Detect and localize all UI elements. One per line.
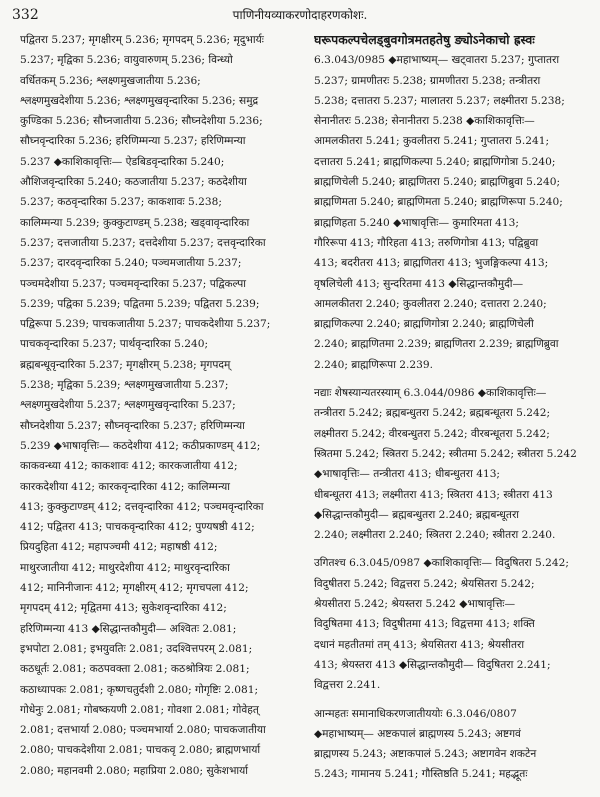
text-line: ◆भाषावृत्तिः— तन्त्रीतरा 413; धीबन्धुतरा 413; xyxy=(314,468,501,481)
text-line: उगितश्च 6.3.045/0987 ◆काशिकावृत्तिः— विदुषितरा 5.242; xyxy=(314,557,569,570)
text-line: सेनानीतरः 5.238; सेनानीतरा 5.238 ◆काशिकावृत्तिः— xyxy=(314,115,535,128)
text-line: 413; कुक्कुटाण्डम् 412; दत्तवृन्दारिका 412; पञ्चमवृन्दारिका xyxy=(20,500,264,513)
sutra-heading: घरूपकल्पचेलड्बुवगोत्रमतहतेषु ङ्योऽनेकाचो ह्रस्वः xyxy=(314,32,535,47)
text-line: 2.080; महानवमी 2.080; महाप्रिया 2.080; सुकेशभार्या xyxy=(20,764,249,777)
text-line: 5.237; मृद्विका 5.236; वायुवारुणम् 5.236; विन्ध्यो xyxy=(20,54,233,67)
text-line: 5.237; दारदवृन्दारिका 5.240; पञ्चमजातीया 5.237; xyxy=(20,257,242,270)
text-line: 2.240; लक्ष्मीतरा 2.240; स्त्रितरा 2.240; स्त्रीतरा 2.240. xyxy=(314,529,556,542)
text-line: सौघ्नवृन्दारिका 5.236; हरिणिम्मन्या 5.237; हरिणिम्मन्या xyxy=(20,135,246,148)
text-line: 2.080; पाचकदेशीया 2.081; पाचकवृ 2.080; ब्राह्मणभार्या xyxy=(20,744,261,757)
text-line: लक्ष्मीतरा 5.242; वीरबन्धुतरा 5.242; वीरबन्धूतरा 5.242; xyxy=(314,427,550,440)
text-line: सौघ्नदेशीया 5.237; सौघ्नवृन्दारिका 5.237; हरिणिम्मन्या xyxy=(20,419,245,432)
text-line: 412; पद्वितरा 413; पाचकवृन्दारिका 412; पुण्यषष्ठी 412; xyxy=(20,521,255,534)
text-line: 6.3.043/0985 ◆महाभाष्यम्— खट्वातरा 5.237; गुप्तातरा xyxy=(314,54,560,67)
text-line: 5.237; कठवृन्दारिका 5.237; काकशावः 5.238; xyxy=(20,196,222,209)
text-line: आमलकीतरा 2.240; कुवलीतरा 2.240; दत्तातरा 2.240; xyxy=(314,297,547,310)
text-line: पद्वितरा 5.237; मृगक्षीरम् 5.236; मृगपदम् 5.236; मृदुभार्यः xyxy=(20,34,264,46)
text-line: 2.081; दत्तभार्या 2.080; पञ्चमभार्या 2.080; पाचकजातीया xyxy=(20,724,266,737)
left-column xyxy=(20,30,300,786)
sutra-entry-block xyxy=(314,383,590,545)
text-line: कठाध्यापकः 2.081; कृष्णचतुर्दशी 2.080; गोगृष्टिः 2.081; xyxy=(20,683,259,696)
text-line: पञ्चमदेशीया 5.237; पञ्चमवृन्दारिका 5.237; पद्विकल्पा xyxy=(20,277,246,290)
text-line: गौरिरूपा 413; गौरिहता 413; तरुणिगोत्रा 413; पद्विब्रुवा xyxy=(314,236,539,249)
text-line: प्रियदुहिता 412; महापञ्चमी 412; महाषष्ठी 412; xyxy=(20,541,218,554)
text-line: 5.243; गामानय 5.241; गौस्तिष्ठति 5.241; महद्भूतः xyxy=(314,768,528,781)
text-line: कारकदेशीया 412; कारकवृन्दारिका 412; कालिम्मन्या xyxy=(20,480,231,493)
page-header xyxy=(12,6,588,23)
text-line: 5.237; दत्तजातीया 5.237; दत्तदेशीया 5.237; दत्तवृन्दारिका xyxy=(20,236,266,249)
text-line: विदुषितमा 413; विदुषीतमा 413; विद्वत्तमा 413; शक्ति xyxy=(314,618,535,631)
text-line: कुण्डिका 5.236; सौघ्नजातीया 5.236; सौघ्नदेशीया 5.236; xyxy=(20,115,263,128)
text-line: 413; बदरीतरा 413; ब्राह्मणितरा 413; भुजङ्गिकल्पा 413; xyxy=(314,257,549,270)
text-line: इभपोटा 2.081; इभयुवतिः 2.081; उदश्वित्तपरम् 2.081; xyxy=(20,642,253,655)
text-line: वृषलिचेली 413; सुन्दरितमा 413 ◆सिद्धान्तकौमुदी— xyxy=(314,277,524,290)
text-line: दत्तातरा 5.241; ब्राह्मणिकल्पा 5.240; ब्राह्मणिगोत्रा 5.240; xyxy=(314,155,556,168)
spacer xyxy=(314,696,590,704)
text-line: गोधेनुः 2.081; गोबष्कयणी 2.081; गोवशा 2.081; गोवेहत् xyxy=(20,703,259,716)
text-line: 5.239; पद्विका 5.239; पद्वितमा 5.239; पद्वितरा 5.239; xyxy=(20,297,260,310)
text-line: 5.238; मृद्विका 5.239; श्लक्ष्णमुखजातीया 5.237; xyxy=(20,379,229,392)
right-column xyxy=(314,30,590,786)
text-line: 5.239 ◆भाषावृत्तिः— कठदेशीया 412; कठीप्रकाण्डम् 412; xyxy=(20,439,261,452)
text-line: 413; श्रेयस्तरा 413 ◆सिद्धान्तकौमुदी— विदुषितरा 2.241; xyxy=(314,658,551,671)
sutra-entry-block xyxy=(314,704,590,785)
text-line: धीबन्धूतरा 413; लक्ष्मीतरा 413; स्त्रितरा 413; स्त्रीतरा 413 xyxy=(314,488,553,501)
left-entry-block xyxy=(20,30,300,781)
text-line: ब्राह्मणिचेली 5.240; ब्राह्मणितरा 5.240; ब्राह्मणिब्रुवा 5.240; xyxy=(314,176,561,189)
text-line: श्लक्ष्णमुखदेशीया 5.236; श्लक्ष्णमुखवृन्दारिका 5.236; समुद्र xyxy=(20,94,259,107)
text-line: काकवन्ध्या 412; काकशावः 412; कारकजातीया 412; xyxy=(20,460,238,473)
text-line: ◆सिद्धान्तकौमुदी— ब्रह्मबन्धुतरा 2.240; ब्रह्मबन्धूतरा xyxy=(314,508,520,521)
text-line: नद्याः शेषस्यान्यतरस्याम् 6.3.044/0986 ◆काशिकावृत्तिः— xyxy=(314,387,547,400)
text-line: श्लक्ष्णमुखदेशीया 5.237; श्लक्ष्णमुखवृन्दारिका 5.237; xyxy=(20,399,236,412)
text-line: कठधूर्तः 2.081; कठपवक्ता 2.081; कठश्रोत्रियः 2.081; xyxy=(20,663,250,676)
text-line: कालिम्मन्या 5.239; कुक्कुटाण्डम् 5.238; खड्वावृन्दारिका xyxy=(20,216,250,229)
text-line: 2.240; ब्राह्मणितमा 2.239; ब्राह्मणितरा 2.239; ब्राह्मणिब्रुवा xyxy=(314,338,559,351)
text-line: ब्राह्मणस्य 5.243; अष्टाकपालं 5.243; अष्टागवेन शकटेन xyxy=(314,748,537,761)
text-line: 5.238; दत्तातरा 5.237; मालातरा 5.237; लक्ष्मीतरा 5.238; xyxy=(314,94,565,107)
page-number: 332 xyxy=(12,7,39,23)
running-title: पाणिनीयव्याकरणोदाहरणकोशः. xyxy=(232,8,368,22)
text-line: ब्रह्मबन्धूवृन्दारिका 5.237; मृगक्षीरम् 5.238; मृगपदम् xyxy=(20,358,231,371)
text-line: औशिजवृन्दारिका 5.240; कठजातीया 5.237; कठदेशीया xyxy=(20,176,247,189)
text-line: ◆महाभाष्यम्— अष्टकपालं ब्राह्मणस्य 5.243; अष्टगवं xyxy=(314,727,521,740)
text-line: विदुषीतरा 5.242; विद्वत्तरा 5.242; श्रेयसितरा 5.242; xyxy=(314,577,535,590)
text-line: 412; मानिनीजानः 412; मृगक्षीरम् 412; मृगचपला 412; xyxy=(20,582,249,595)
text-line: माथुरजातीया 412; माथुरदेशीया 412; माथुरवृन्दारिका xyxy=(20,561,230,574)
sutra-entry-block xyxy=(314,50,590,375)
text-line: 5.237 ◆काशिकावृत्तिः— ऐडबिडवृन्दारिका 5.240; xyxy=(20,155,225,168)
text-line: तन्त्रीतरा 5.242; ब्रह्मबन्धुतरा 5.242; ब्रह्मबन्धूतरा 5.242; xyxy=(314,407,551,420)
text-line: वर्धितकम् 5.236; श्लक्ष्णमुखजातीया 5.236; xyxy=(20,74,201,87)
text-line: विद्वत्तरा 2.241. xyxy=(314,679,381,692)
text-line: ब्राह्मणिमता 5.240; ब्राह्मणिमता 5.240; ब्राह्मणिरूपा 5.240; xyxy=(314,196,563,209)
text-line: आमलकीतरा 5.241; कुवलीतरा 5.241; गुप्तातरा 5.241; xyxy=(314,135,550,148)
sutra-entry-block xyxy=(314,553,590,695)
text-line: स्त्रितमा 5.242; स्त्रितरा 5.242; स्त्रीतमा 5.242; स्त्रीतरा 5.242 xyxy=(314,447,577,460)
text-line: ब्राह्मणिहता 5.240 ◆भाषावृत्तिः— कुमारिमता 413; xyxy=(314,216,519,229)
text-line: मृगपदम् 412; मृद्वितमा 413; सुकेशवृन्दारिका 412; xyxy=(20,602,227,615)
text-line: श्रेयसीतरा 5.242; श्रेयस्तरा 5.242 ◆भाषावृत्तिः— xyxy=(314,598,516,611)
text-line: 5.237; ग्रामणीतरः 5.238; ग्रामणीतरा 5.238; तन्त्रीतरा xyxy=(314,74,541,87)
text-line: ब्राह्मणिकल्पा 2.240; ब्राह्मणिगोत्रा 2.240; ब्राह्मणिचेली xyxy=(314,318,534,331)
text-line: हरिणिम्मन्या 413 ◆सिद्धान्तकौमुदी— अश्वितः 2.081; xyxy=(20,622,237,635)
text-line: आन्महतः समानाधिकरणजातीययोः 6.3.046/0807 xyxy=(314,707,517,720)
text-line: पद्विरूपा 5.239; पाचकजातीया 5.237; पाचकदेशीया 5.237; xyxy=(20,318,271,331)
text-line: पाचकवृन्दारिका 5.237; पार्थवृन्दारिका 5.240; xyxy=(20,338,209,351)
text-line: दधानं महतीतमां तम् 413; श्रेयसितरा 413; श्रेयसीतरा xyxy=(314,638,525,651)
text-line: 2.240; ब्राह्मणिरूपा 2.239. xyxy=(314,358,434,371)
spacer xyxy=(314,545,590,553)
spacer xyxy=(314,375,590,383)
